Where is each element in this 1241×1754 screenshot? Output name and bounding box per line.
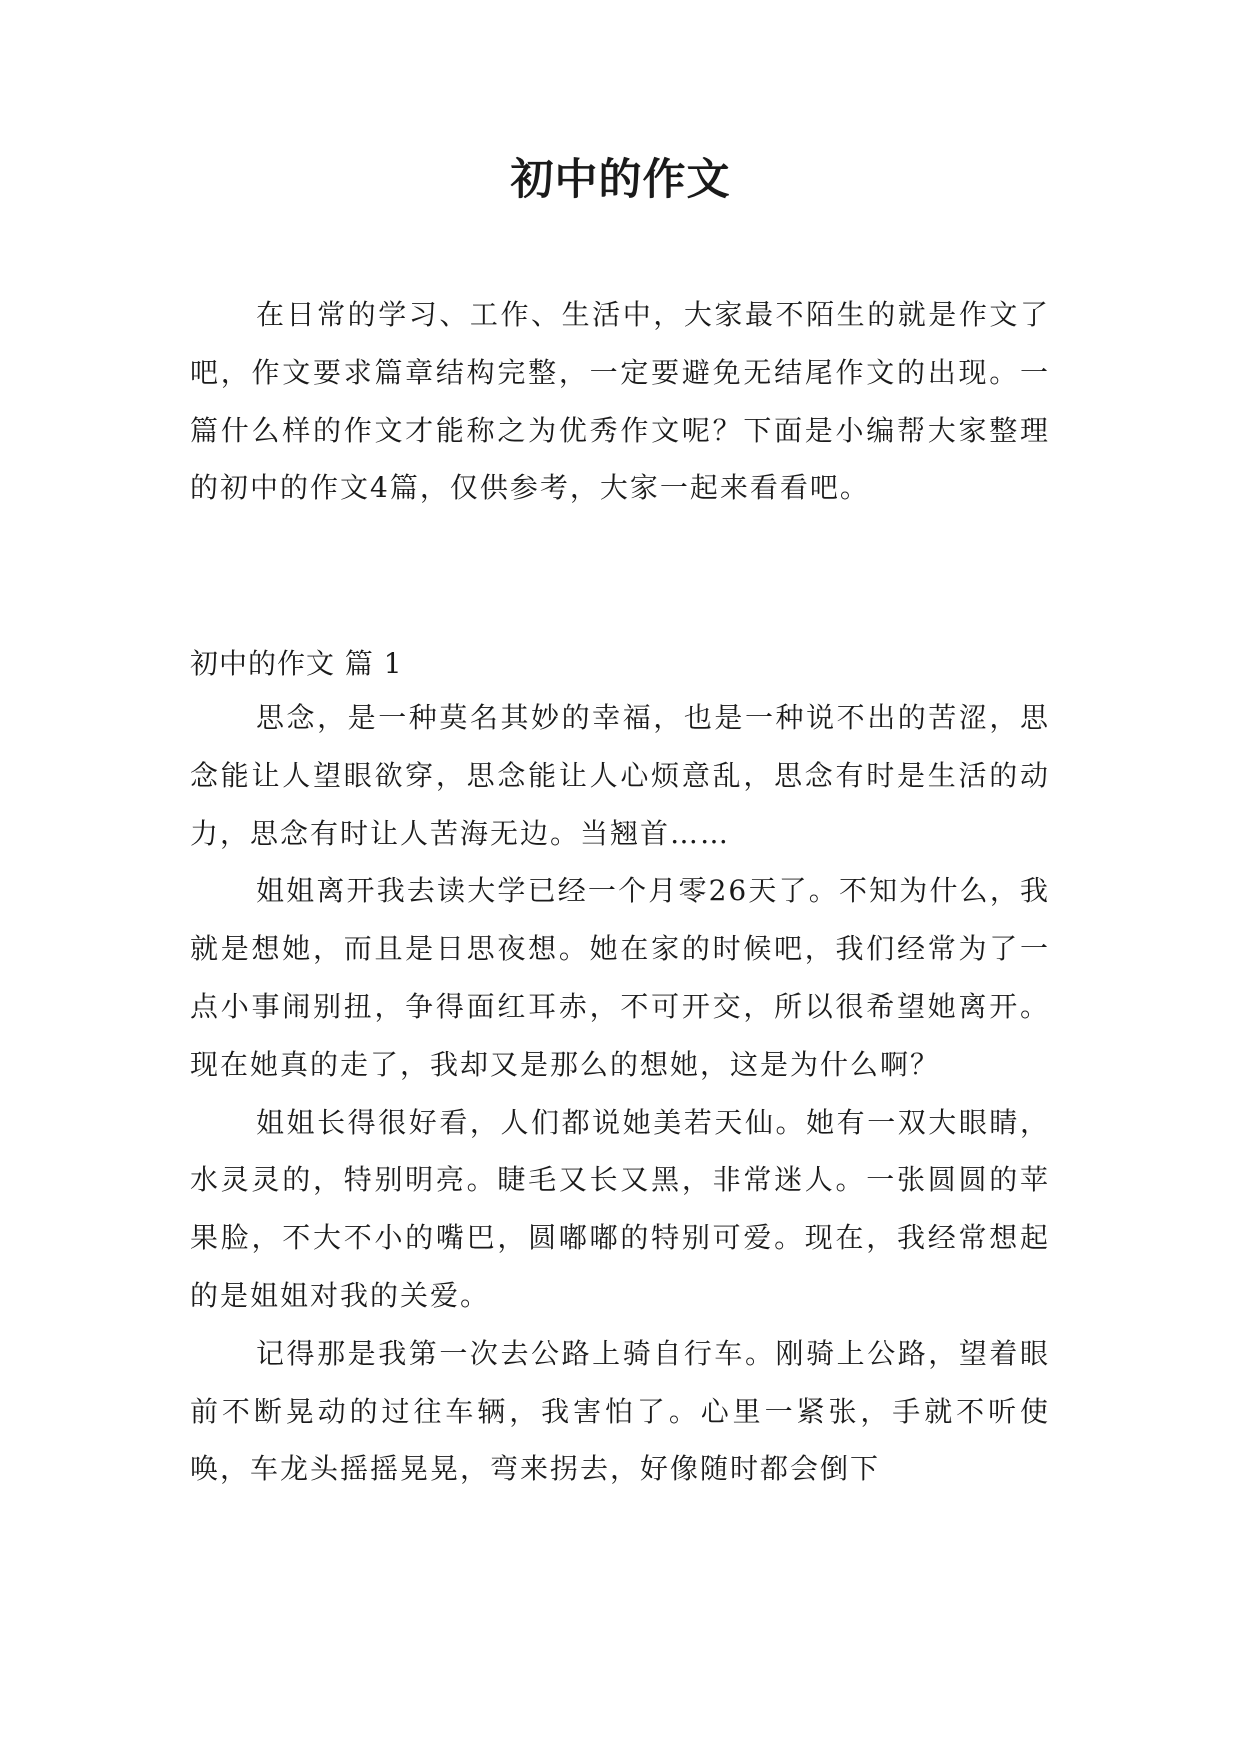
section-paragraph: 记得那是我第一次去公路上骑自行车。刚骑上公路，望着眼前不断晃动的过往车辆，我害怕了。心里一紧张，手就不听使唤，车龙头摇摇晃晃，弯来拐去，好像随时都会倒下	[190, 1336, 1050, 1486]
section-heading: 初中的作文 篇 1	[190, 647, 403, 680]
document-title: 初中的作文	[510, 155, 731, 205]
section-paragraph: 姐姐长得很好看，人们都说她美若天仙。她有一双大眼睛，水灵灵的，特别明亮。睫毛又长又黑，非常迷人。一张圆圆的苹果脸，不大不小的嘴巴，圆嘟嘟的特别可爱。现在，我经常想起的是姐姐对我的关爱。	[190, 1105, 1050, 1312]
section-paragraph: 思念，是一种莫名其妙的幸福，也是一种说不出的苦涩，思念能让人望眼欲穿，思念能让人心烦意乱，思念有时是生活的动力，思念有时让人苦海无边。当翘首……	[190, 701, 1050, 850]
intro-paragraph: 在日常的学习、工作、生活中，大家最不陌生的就是作文了吧，作文要求篇章结构完整，一定要避免无结尾作文的出现。一篇什么样的作文才能称之为优秀作文呢？下面是小编帮大家整理的初中的作文4篇，仅供参考，大家一起来看看吧。	[190, 298, 1050, 505]
section-body	[190, 689, 1050, 1498]
section-paragraph: 姐姐离开我去读大学已经一个月零26天了。不知为什么，我就是想她，而且是日思夜想。她在家的时候吧，我们经常为了一点小事闹别扭，争得面红耳赤，不可开交，所以很希望她离开。现在她真的走了，我却又是那么的想她，这是为什么啊？	[190, 874, 1050, 1081]
